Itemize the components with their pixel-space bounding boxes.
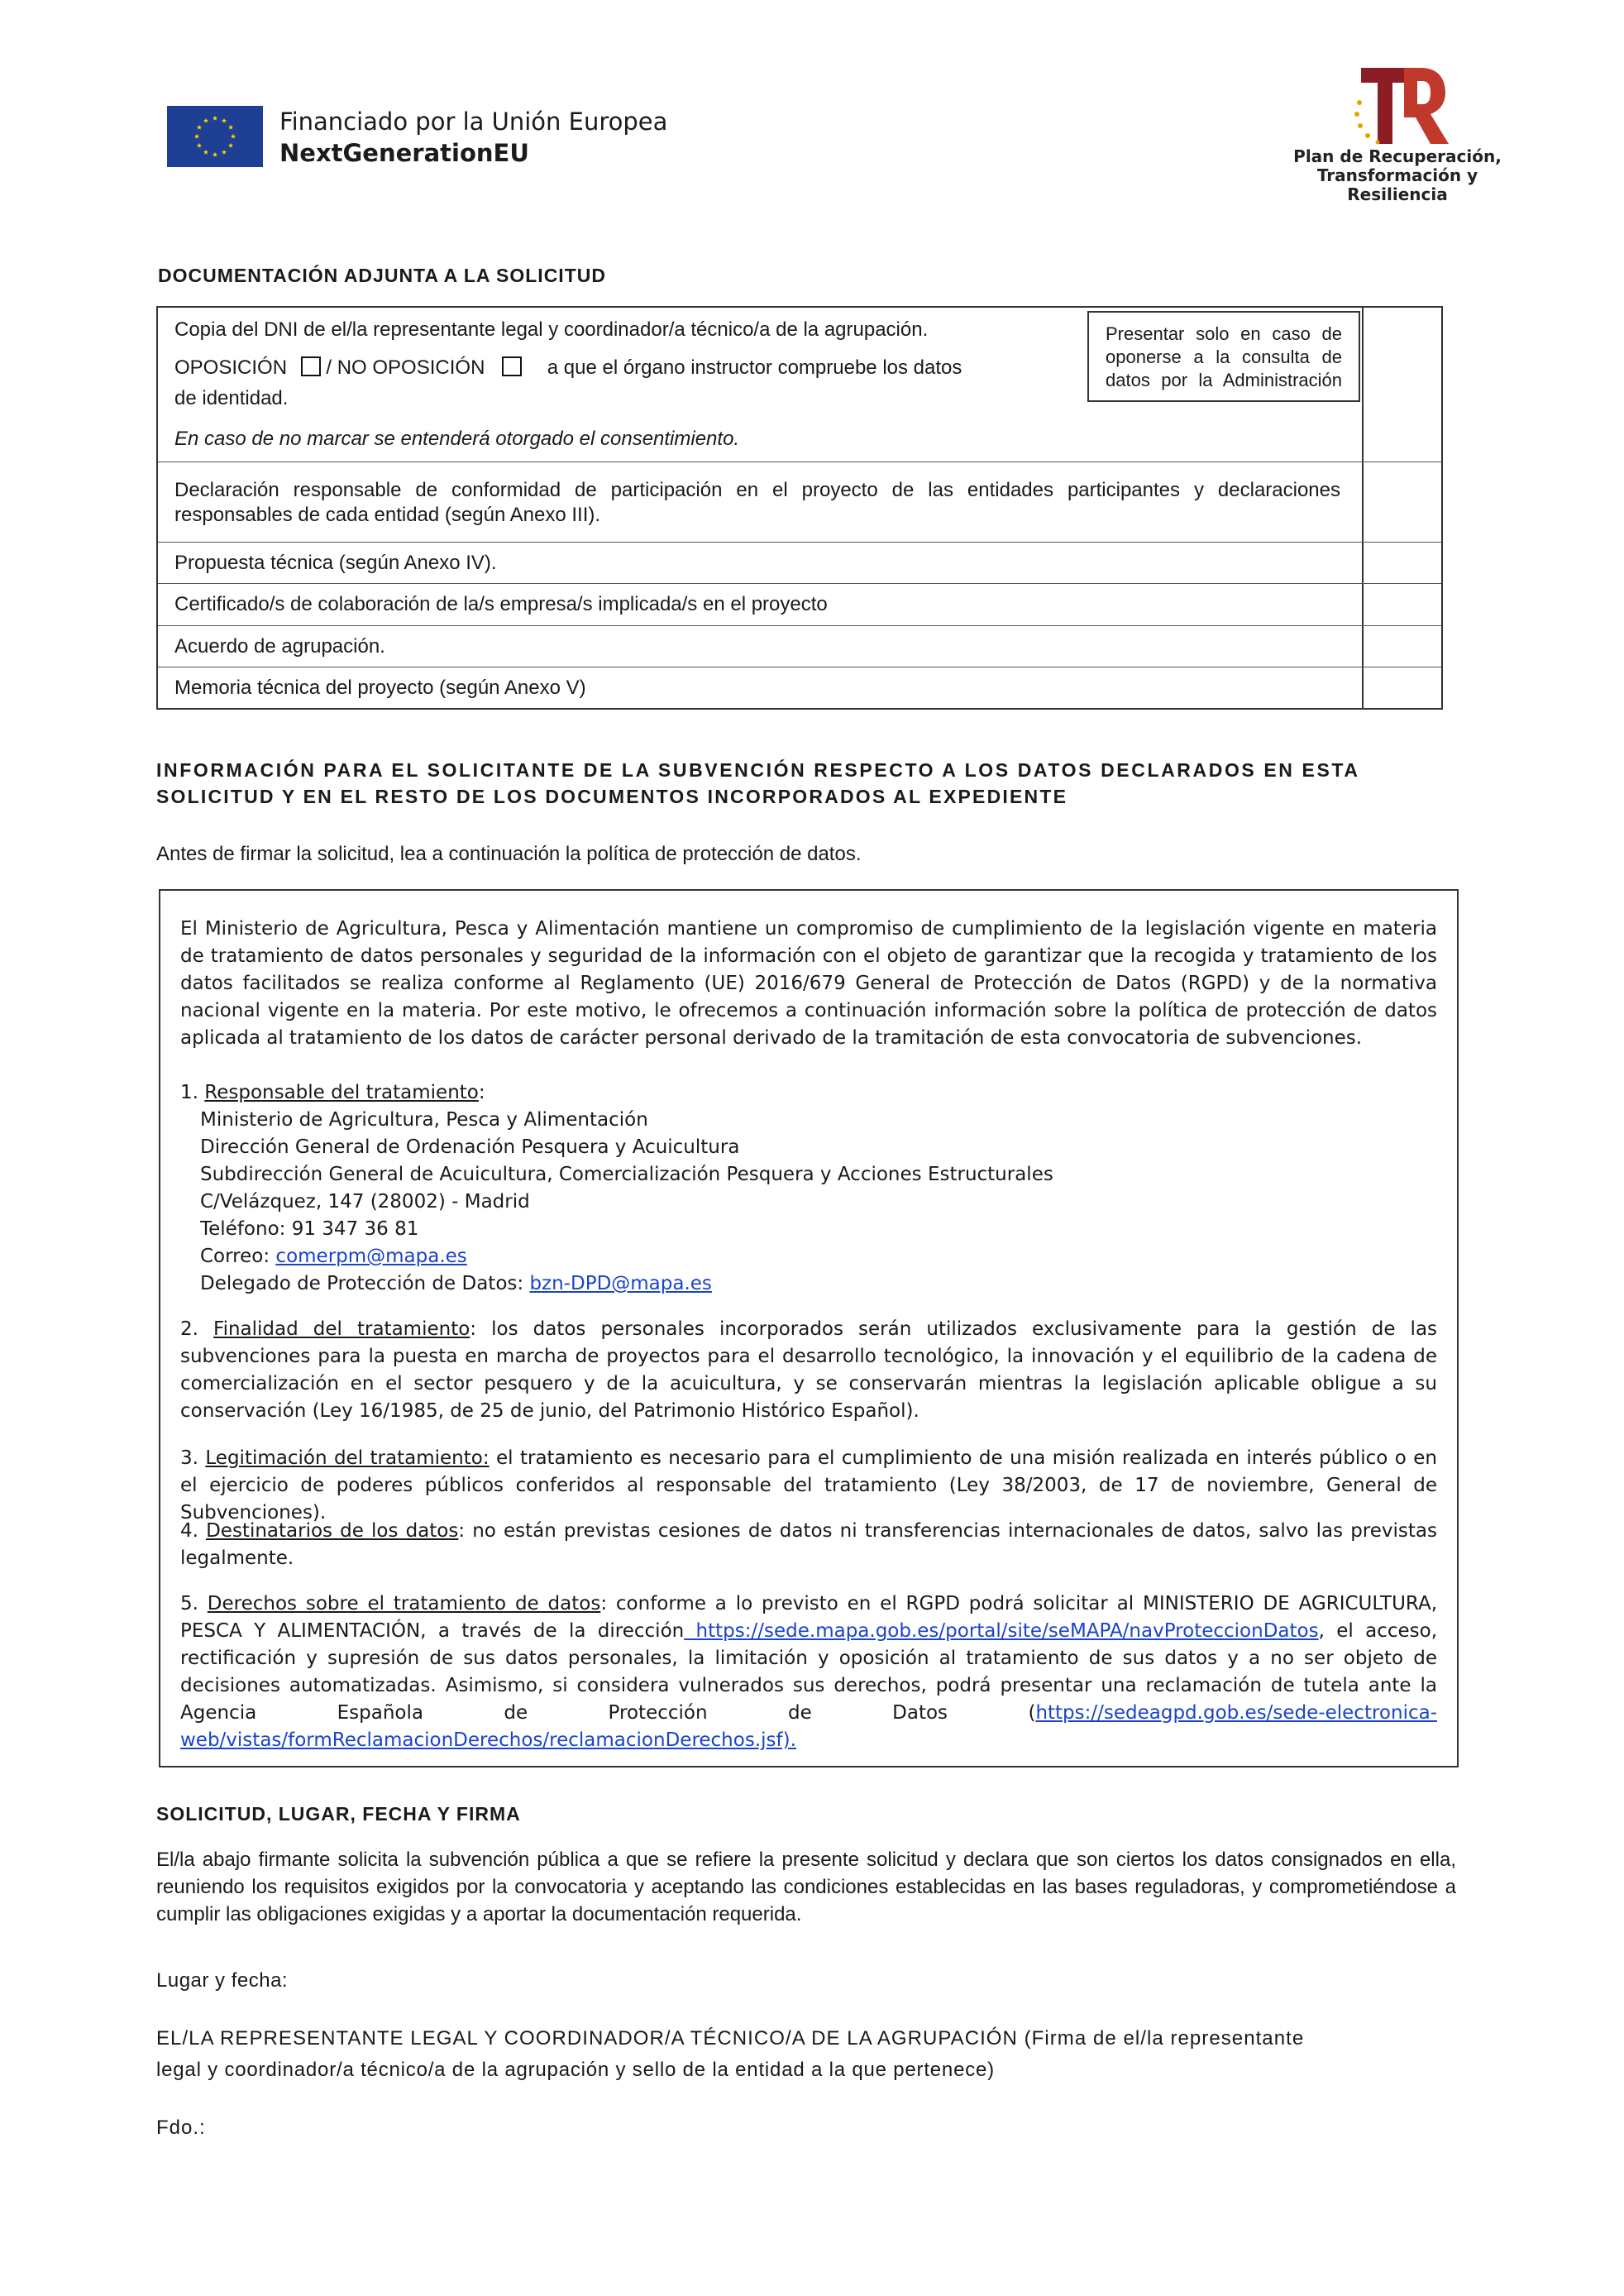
prtr-label — [1273, 147, 1521, 204]
correo-label: Correo: — [200, 1246, 276, 1267]
doc-row-propuesta: Propuesta técnica (según Anexo IV). — [174, 552, 497, 574]
sede-mapa-link[interactable]: https://sede.mapa.gob.es/portal/site/seMAPA/navProteccionDatos — [684, 1620, 1319, 1642]
point-number: 4. — [180, 1520, 198, 1542]
row-divider — [158, 583, 1441, 584]
eu-funding-label — [279, 106, 667, 169]
privacy-point-3 — [180, 1445, 1437, 1527]
privacy-intro: Antes de firmar la solicitud, lea a continuación la política de protección de datos. — [156, 843, 862, 865]
point-number: 3. — [180, 1447, 198, 1469]
note-box: Presentar solo en caso de oponerse a la consulta de datos por la Administración — [1087, 311, 1360, 402]
point-heading: Derechos sobre el tratamiento de datos — [207, 1593, 601, 1614]
point-heading: Responsable del tratamiento — [204, 1082, 479, 1103]
point-text: : los datos personales incorporados serán utilizados exclusivamente para la gestión de las subvenciones para la puesta en marcha de proyectos para el desarrollo tecnológico, la innovación y el equilibrio de la cadena de comercialización en el sector pesquero y de la acuicultura, y se conservarán mientras la legislación aplicable obligue a su conservación (Ley 16/1985, de 25 de junio, del Patrimonio Histórico Español). — [180, 1318, 1438, 1422]
section-title-informacion-2: SOLICITUD Y EN EL RESTO DE LOS DOCUMENTOS INCORPORADOS AL EXPEDIENTE — [156, 786, 1068, 807]
doc-row-acuerdo: Acuerdo de agrupación. — [174, 635, 385, 658]
no-oposicion-label: / NO OPOSICIÓN — [326, 356, 485, 379]
consent-note: En caso de no marcar se entenderá otorgado el consentimiento. — [174, 428, 740, 450]
privacy-point-1-heading — [180, 1079, 1437, 1107]
point-heading: Destinatarios de los datos — [206, 1520, 459, 1542]
point-number: 5. — [180, 1593, 198, 1614]
prtr-line-3: Resiliencia — [1347, 184, 1448, 204]
prtr-line-2: Transformación y — [1316, 165, 1478, 185]
doc-row-certificado: Certificado/s de colaboración de la/s empresa/s implicada/s en el proyecto — [174, 593, 828, 615]
no-oposicion-checkbox[interactable] — [502, 356, 522, 376]
firma-declaration: El/la abajo firmante solicita la subvención pública a que se refiere la presente solicitud y declara que son ciertos los datos consignados en ella, reuniendo los requisitos exigidos por la convocatoria y aceptando las condiciones establecidas en las bases reguladoras, y comprometiéndose a cumplir las obligaciones exigidas y a aportar la documentación requerida. — [156, 1849, 1456, 1925]
oposicion-label: OPOSICIÓN — [174, 356, 288, 379]
point-number: 2. — [180, 1318, 198, 1340]
responsable-line: Ministerio de Agricultura, Pesca y Alimentación — [200, 1109, 648, 1131]
dpd-label: Delegado de Protección de Datos: — [200, 1273, 530, 1294]
prtr-line-1: Plan de Recuperación, — [1293, 146, 1502, 166]
oposicion-line-end: de identidad. — [174, 387, 289, 409]
privacy-point-2 — [180, 1316, 1437, 1425]
representante-line-1: EL/LA REPRESENTANTE LEGAL Y COORDINADOR/A TÉCNICO/A DE LA AGRUPACIÓN (Firma de el/la representante — [156, 2027, 1305, 2050]
section-title-informacion-1: INFORMACIÓN PARA EL SOLICITANTE DE LA SUBVENCIÓN RESPECTO A LOS DATOS DECLARADOS EN ESTA — [156, 759, 1360, 781]
dpd-link[interactable]: bzn-DPD@mapa.es — [529, 1273, 712, 1294]
privacy-policy-box — [159, 889, 1459, 1767]
point-heading: Finalidad del tratamiento — [213, 1318, 470, 1340]
point-number: 1. — [180, 1082, 198, 1103]
agpd-link[interactable]: https://sedeagpd.gob.es/sede-electronica-web/vistas/formReclamacionDerechos/reclamacionDerechos.jsf). — [180, 1702, 1437, 1751]
correo-link[interactable]: comerpm@mapa.es — [275, 1246, 467, 1267]
lugar-fecha-label: Lugar y fecha: — [156, 1969, 289, 1992]
point-heading: Legitimación del tratamiento: — [205, 1447, 490, 1469]
privacy-point-5 — [180, 1590, 1437, 1754]
responsable-line: Dirección General de Ordenación Pesquera y Acuicultura — [200, 1136, 740, 1158]
eu-line-1: Financiado por la Unión Europea — [279, 108, 668, 136]
row-divider — [158, 542, 1441, 543]
section-title-documentacion: DOCUMENTACIÓN ADJUNTA A LA SOLICITUD — [158, 265, 606, 286]
responsable-details — [200, 1107, 1053, 1298]
correo-line — [200, 1243, 1053, 1270]
doc-row-memoria: Memoria técnica del proyecto (según Anexo V) — [174, 677, 586, 699]
oposicion-line — [174, 356, 1084, 380]
eu-flag-logo — [167, 106, 263, 167]
documentation-table — [156, 306, 1443, 710]
privacy-point-4 — [180, 1518, 1437, 1572]
point-text: : conforme a lo previsto en el RGPD podrá solicitar al MINISTERIO DE AGRICULTURA, PESCA Y ALIMENTACIÓN, a través de la dirección — [180, 1593, 1438, 1642]
section-title-firma: SOLICITUD, LUGAR, FECHA Y FIRMA — [156, 1803, 521, 1825]
privacy-intro-paragraph: El Ministerio de Agricultura, Pesca y Alimentación mantiene un compromiso de cumplimiento de la legislación vigente en materia de tratamiento de datos personales y seguridad de la información con el objeto de garantizar que la recogida y tratamiento de los datos facilitados se realiza conforme al Reglamento (UE) 2016/679 General de Protección de Datos (RGPD) y de la normativa nacional vigente en la materia. Por este motivo, le ofrecemos a continuación información sobre la política de protección de datos aplicada al tratamiento de los datos de carácter personal derivado de la tramitación de esta convocatoria de subvenciones. — [180, 918, 1437, 1049]
point-text: , el acceso, rectificación y supresión de sus datos personales, la limitación y oposición al tratamiento de sus datos y a no ser objeto de decisiones automatizadas. Asimismo, si considera vulnerados sus derechos, podrá presentar una reclamación de tutela ante la Agencia Española de Protección de Datos ( — [180, 1620, 1437, 1724]
point-text: el tratamiento es necesario para el cumplimiento de una misión realizada en interés público o en el ejercicio de poderes públicos conferidos al responsable del tratamiento (Ley 38/2003, de 17 de noviembre, General de Subvenciones). — [180, 1447, 1437, 1523]
fdo-label: Fdo.: — [156, 2117, 206, 2139]
oposicion-checkbox[interactable] — [301, 356, 321, 376]
point-text: : no están previstas cesiones de datos ni transferencias internacionales de datos, salvo las previstas legalmente. — [180, 1520, 1437, 1569]
responsable-line: Subdirección General de Acuicultura, Comercialización Pesquera y Acciones Estructurales — [200, 1164, 1053, 1185]
dpd-line — [200, 1270, 1053, 1298]
eu-line-2: NextGenerationEU — [279, 139, 529, 167]
prtr-logo — [1353, 61, 1452, 154]
point-colon: : — [478, 1082, 485, 1103]
oposicion-tail: a que el órgano instructor compruebe los datos — [547, 356, 962, 379]
representante-line-2: legal y coordinador/a técnico/a de la agrupación y sello de la entidad a la que pertenece) — [156, 2059, 995, 2081]
doc-row-declaracion: Declaración responsable de conformidad de participación en el proyecto de las entidades participantes y declaraciones responsables de cada entidad (según Anexo III). — [174, 479, 1340, 526]
doc-row-dni: Copia del DNI de el/la representante legal y coordinador/a técnico/a de la agrupación. — [174, 318, 929, 341]
responsable-line: Teléfono: 91 347 36 81 — [200, 1218, 419, 1240]
checkbox-column-divider — [1362, 308, 1364, 708]
row-divider — [158, 625, 1441, 626]
eu-stars-icon — [167, 106, 263, 167]
responsable-line: C/Velázquez, 147 (28002) - Madrid — [200, 1191, 530, 1213]
